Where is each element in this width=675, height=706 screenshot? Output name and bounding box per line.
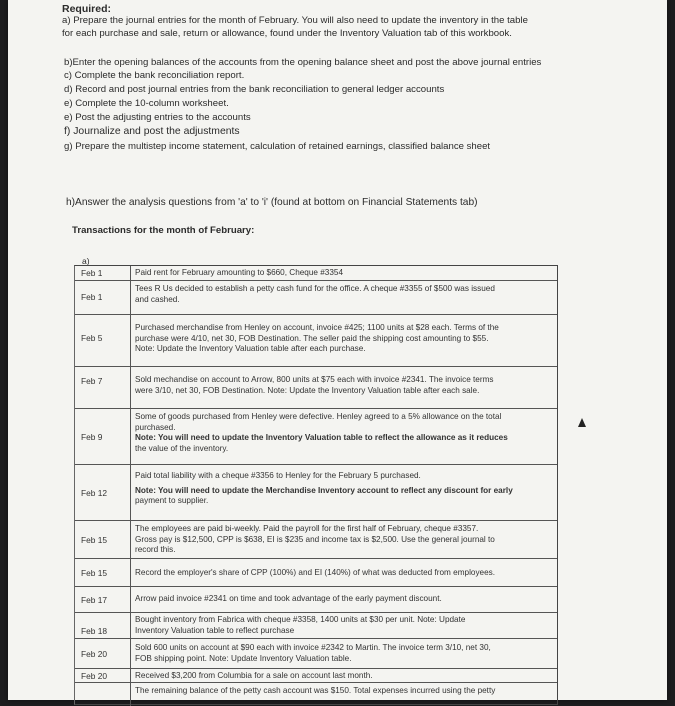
transaction-date: Feb 15 — [75, 521, 131, 558]
table-row — [75, 668, 557, 682]
transaction-date: Feb 1 — [75, 281, 131, 314]
requirement-b: b)Enter the opening balances of the accounts from the opening balance sheet and post the above journal entries — [64, 57, 542, 68]
section-label: a) — [82, 256, 90, 266]
table-row — [75, 366, 557, 408]
transaction-date: Feb 20 — [75, 669, 131, 682]
transaction-description: Record the employer's share of CPP (100%) and EI (140%) of what was deducted from employees. — [135, 568, 496, 577]
transactions-table — [74, 265, 558, 705]
transaction-description: Sold 600 units on account at $90 each with invoice #2342 to Martin. The invoice term 3/10, net 30, FOB shipping point. Note: Update Inventory Valuation table. — [135, 643, 491, 663]
transaction-description: Some of goods purchased from Henley were defective. Henley agreed to a 5% allowance on the total purchased. Note: You will need to update the Inventory Valuation table to reflect the allowance as it reduces the value of the inventory. — [135, 412, 508, 453]
transaction-date: Feb 9 — [75, 409, 131, 464]
transaction-date: Feb 15 — [75, 559, 131, 586]
requirement-e-adjusting: e) Post the adjusting entries to the accounts — [64, 112, 251, 123]
table-row — [75, 638, 557, 668]
requirement-c: c) Complete the bank reconciliation report. — [64, 70, 245, 81]
transaction-description: Paid rent for February amounting to $660, Cheque #3354 — [135, 268, 344, 277]
transaction-date: Feb 12 — [75, 465, 131, 520]
table-row — [75, 314, 557, 366]
table-row — [75, 266, 557, 280]
transaction-date: Feb 7 — [75, 367, 131, 408]
requirement-e-worksheet: e) Complete the 10-column worksheet. — [64, 98, 229, 109]
transaction-date: Feb 18 — [75, 613, 131, 638]
table-row — [75, 682, 557, 706]
transaction-description: Tees R Us decided to establish a petty cash fund for the office. A cheque #3355 of $500 was issued and cashed. — [135, 284, 495, 304]
table-row — [75, 408, 557, 464]
table-row — [75, 280, 557, 314]
requirement-a-line1: a) Prepare the journal entries for the month of February. You will also need to update the inventory in the table — [62, 15, 528, 26]
requirement-g: g) Prepare the multistep income statement, calculation of retained earnings, classified balance sheet — [64, 141, 491, 152]
transaction-description: The employees are paid bi-weekly. Paid the payroll for the first half of February, cheque #3357. Gross pay is $12,500, CPP is $638, EI is $235 and income tax is $2,500. Use the general journal to record this. — [135, 524, 495, 555]
transaction-description: Received $3,200 from Columbia for a sale on account last month. — [135, 671, 373, 680]
table-row — [75, 612, 557, 638]
transaction-description: Paid total liability with a cheque #3356 to Henley for the February 5 purchased. Note: You will need to update the Merchandise Inventory account to reflect any discount for early payment to supplier. — [135, 471, 513, 506]
requirement-d: d) Record and post journal entries from the bank reconciliation to general ledger accounts — [64, 84, 445, 95]
mouse-pointer-icon — [578, 418, 586, 427]
required-heading: Required: — [62, 3, 112, 15]
transaction-date: Feb 17 — [75, 587, 131, 612]
table-row — [75, 586, 557, 612]
transaction-date: Feb 20 — [75, 639, 131, 668]
transaction-description: Sold mechandise on account to Arrow, 800 units at $75 each with invoice #2341. The invoice terms were 3/10, net 30, FOB Destination. Note: Update the Inventory Valuation table after each sale. — [135, 375, 494, 395]
table-row — [75, 520, 557, 558]
requirement-f: f) Journalize and post the adjustments — [64, 126, 240, 137]
worksheet-page — [8, 0, 667, 700]
requirement-a-line2: for each purchase and sale, return or allowance, found under the Inventory Valuation tab of this workbook. — [62, 28, 512, 39]
transaction-description: The remaining balance of the petty cash account was $150. Total expenses incurred using the petty — [135, 686, 496, 695]
transaction-date — [75, 683, 131, 706]
requirement-h: h)Answer the analysis questions from 'a' to 'i' (found at bottom on Financial Statements tab) — [66, 197, 478, 208]
transaction-date: Feb 1 — [75, 266, 131, 280]
transaction-date: Feb 5 — [75, 315, 131, 366]
transaction-description: Arrow paid invoice #2341 on time and took advantage of the early payment discount. — [135, 594, 442, 603]
transaction-description: Purchased merchandise from Henley on account, invoice #425; 1100 units at $28 each. Terms of the purchase were 4/10, net 30, FOB Destination. The seller paid the shipping cost amounting to $55. Note: Update the Inventory Valuation table after each purchase. — [135, 323, 499, 354]
transaction-description: Bought inventory from Fabrica with cheque #3358, 1400 units at $30 per unit. Note: Update Inventory Valuation table to reflect purchase — [135, 615, 466, 635]
table-row — [75, 464, 557, 520]
table-row — [75, 558, 557, 586]
transactions-title: Transactions for the month of February: — [72, 225, 255, 236]
